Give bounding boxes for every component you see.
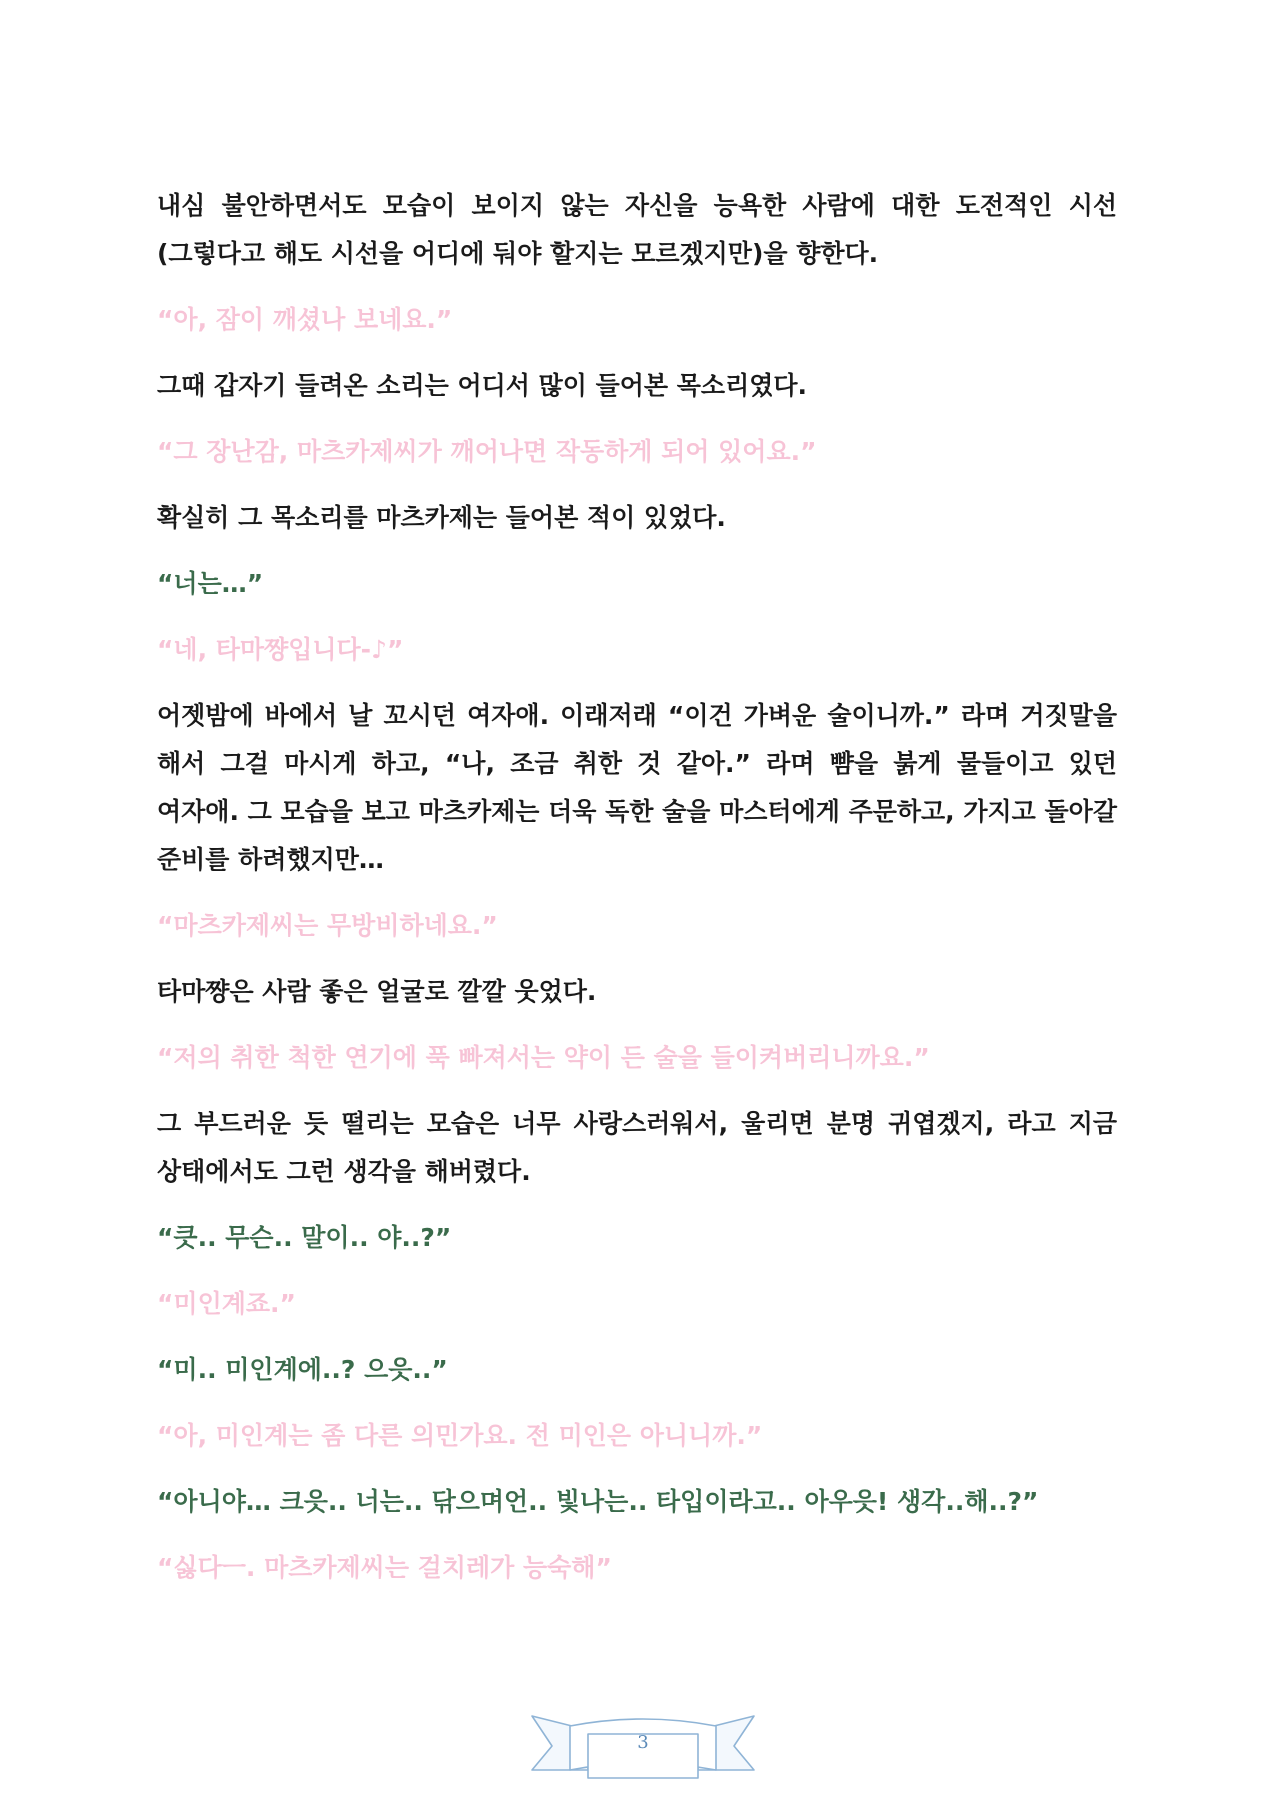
dialogue-line: “미.. 미인계에..? 으읏..” (157, 1355, 448, 1384)
narration-paragraph: 어젯밤에 바에서 날 꼬시던 여자애. 이래저래 “이건 가벼운 술이니까.” 라며 거짓말을 해서 그걸 마시게 하고, “나, 조금 취한 것 같아.” 라며 뺨을 붉게 물들이고 있던 여자애. 그 모습을 보고 마츠카제는 더욱 독한 술을 마스터에게 주문하고, 가지고 돌아갈 준비를 하려했지만… (157, 701, 1117, 874)
dialogue-line: “미인계죠.” (157, 1289, 296, 1318)
dialogue-line: “너는…” (157, 569, 264, 598)
dialogue-line: “아, 미인계는 좀 다른 의민가요. 전 미인은 아니니까.” (157, 1421, 763, 1450)
story-body (157, 182, 1117, 1610)
dialogue-line: “큿.. 무슨.. 말이.. 야..?” (157, 1223, 452, 1252)
narration-paragraph: 그때 갑자기 들려온 소리는 어디서 많이 들어본 목소리였다. (157, 371, 808, 400)
dialogue-line: “저의 취한 척한 연기에 푹 빠져서는 약이 든 술을 들이켜버리니까요.” (157, 1043, 930, 1072)
narration-paragraph: 내심 불안하면서도 모습이 보이지 않는 자신을 능욕한 사람에 대한 도전적인 시선(그렇다고 해도 시선을 어디에 둬야 할지는 모르겠지만)을 향한다. (157, 191, 1117, 268)
dialogue-line: “아니야… 크읏.. 너는.. 닦으며언.. 빛나는.. 타입이라고.. 아우읏! 생각..해..?” (157, 1487, 1039, 1516)
page-number: 3 (637, 1732, 649, 1753)
narration-paragraph: 확실히 그 목소리를 마츠카제는 들어본 적이 있었다. (157, 503, 726, 532)
narration-paragraph: 그 부드러운 듯 떨리는 모습은 너무 사랑스러워서, 울리면 분명 귀엽겠지, 라고 지금 상태에서도 그런 생각을 해버렸다. (157, 1109, 1117, 1186)
dialogue-line: “마츠카제씨는 무방비하네요.” (157, 911, 498, 940)
dialogue-line: “네, 타마쨩입니다-♪” (157, 635, 404, 664)
dialogue-line: “아, 잠이 깨셨나 보네요.” (157, 305, 453, 334)
narration-paragraph: 타마쨩은 사람 좋은 얼굴로 깔깔 웃었다. (157, 977, 597, 1006)
dialogue-line: “그 장난감, 마츠카제씨가 깨어나면 작동하게 되어 있어요.” (157, 437, 817, 466)
dialogue-line: “싫다ㅡ. 마츠카제씨는 걸치레가 능숙해” (157, 1553, 612, 1582)
